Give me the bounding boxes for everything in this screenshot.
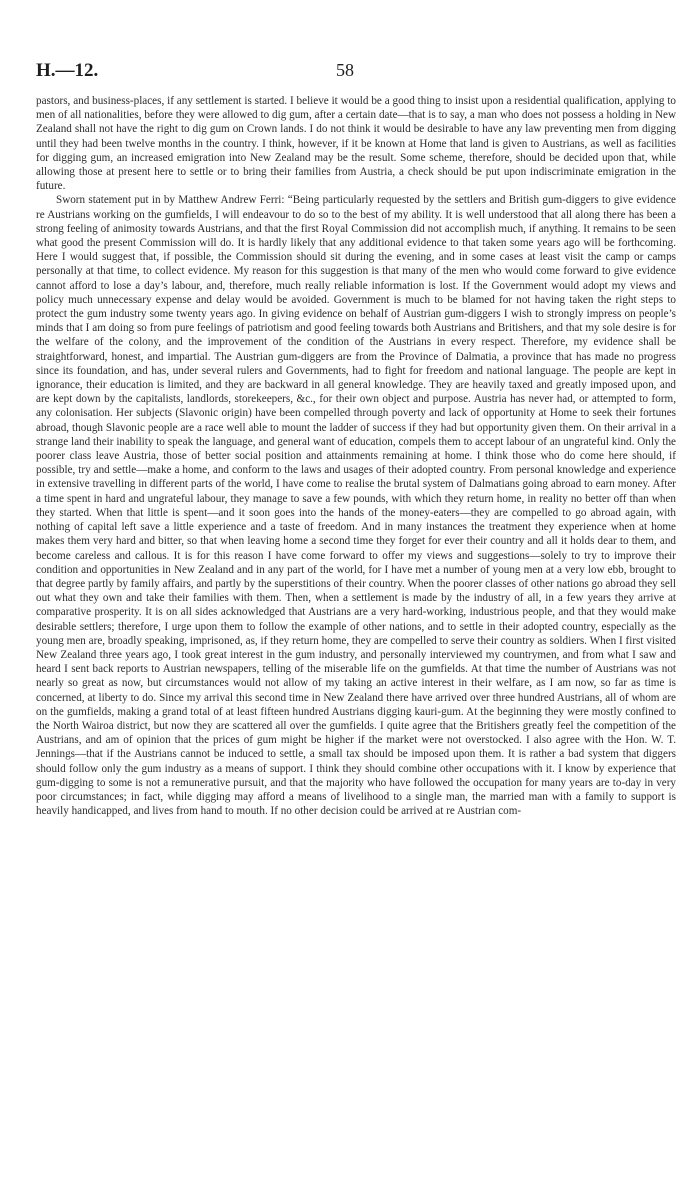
document-page (36, 0, 676, 1197)
paragraph-sworn-statement: Sworn statement put in by Matthew Andrew Ferri: “Being particularly requested by the settlers and British gum-diggers to give evidence re Austrians working on the gumfields, I will endeavour to do so to the best of my ability. It is well understood that all along there has been a strong feeling of animosity towards Austrians, and that the first Royal Commission did not accomplish much, if anything. It remains to be seen what good the present Commission will do. It is hardly likely that any additional evidence to that taken some years ago will be forthcoming. Here I would suggest that, if possible, the Commission should sit during the evening, and in some cases at least visit the camp or camps personally at that time, to collect evidence. My reason for this suggestion is that many of the men who would come forward to give evidence cannot afford to lose a day’s labour, and, therefore, much really reliable information is lost. If the Government would adopt my views and policy much unnecessary expense and delay would be avoided. Government is much to be blamed for not having taken the right steps to protect the gum industry some twenty years ago. In giving evidence on behalf of Austrian gum-diggers I wish to strongly impress on people’s minds that I am doing so from pure feelings of patriotism and good feeling towards both Austrians and Britishers, and that my sole desire is for the welfare of the colony, and the improvement of the condition of the Austrians in every respect. Therefore, my evidence shall be straightforward, honest, and impartial. The Austrian gum-diggers are from the Province of Dalmatia, a province that has made no progress since its foundation, and has, under several rulers and Governments, had to fight for freedom and national language. The people are kept in ignorance, their education is limited, and they are backward in all general knowledge. They are heavily taxed and greatly imposed upon, and are kept down by the capitalists, landlords, storekeepers, &c., for their own object and purpose. Austria has never had, or attempted to form, any colonisation. Her subjects (Slavonic origin) have been compelled through poverty and lack of opportunity at Home to seek their fortunes abroad, though Slavonic people are a race well able to mount the ladder of success if they had but opportunity given them. On their arrival in a strange land their inability to speak the language, and general want of education, compels them to accept labour of an ungrateful kind. Only the poorer class leave Austria, those of better social position and attainments remaining at home. I think those who do come here should, if possible, try and settle—make a home, and conform to the laws and usages of their adopted country. From personal knowledge and experience in extensive travelling in different parts of the world, I have come to realise the brutal system of Dalmatians going abroad to earn money. After a time spent in hard and ungrateful labour, they manage to save a few pounds, with which they return home, in reality no better off than when they started. When that little is spent—and it soon goes into the hands of the money-eaters—they are compelled to go abroad again, with nothing of capital left save a little experience and a taste of freedom. And in many instances the treatment they experience when at home makes them very hard and bitter, so that when leaving home a second time they forget for ever their country and all it holds dear to them, and become careless and callous. It is for this reason I have come forward to offer my views and suggestions—solely to try to improve their condition and opportunities in New Zealand and in any part of the world, for I have met a number of young men at a very low ebb, brought to that degree partly by family affairs, and partly by the superstitions of their country. When the poorer classes of other nations go abroad they sell out what they own and take their families with them. Then, when a settlement is made by the industry of all, in a few years they arrive at comparative prosperity. It is on all sides acknowledged that Austrians are a very hard-working, industrious people, and that they would make desirable settlers; therefore, I urge upon them to follow the example of other nations, and to settle in their adopted country, especially as the young men are, broadly speaking, imprisoned, as, if they return home, they are compelled to serve their country as soldiers. When I first visited New Zealand three years ago, I took great interest in the gum industry, and personally interviewed my countrymen, and from what I saw and heard I sent back reports to Austrian newspapers, telling of the miserable life on the gumfields. At that time the number of Austrians was not nearly so great as now, but circumstances would not allow of my taking an active interest in their welfare, as I am now, so far as time is concerned, at liberty to do. Since my arrival this second time in New Zealand there have arrived over three hundred Austrians, all of whom are on the gumfields, making a grand total of at least fifteen hundred Austrians digging kauri-gum. At the beginning they were mostly confined to the North Wairoa district, but now they are scattered all over the gumfields. I quite agree that the Britishers greatly feel the competition of the Austrians, and am of opinion that the prices of gum might be higher if the market were not overstocked. I also agree with the Hon. W. T. Jennings—that if the Austrians cannot be induced to settle, a small tax should be imposed upon them. It is rather a bad system that diggers should follow only the gum industry as a means of support. I think they should combine other occupations with it. I know by experience that gum-digging to some is not a remunerative pursuit, and that the majority who have followed the occupation for many years are to-day in very poor circumstances; in fact, while digging may afford a means of livelihood to a single man, the married man with a family to support is heavily handicapped, and lives from hand to mouth. If no other decision could be arrived at re Austrian com- (36, 194, 676, 818)
page-number: 58 (336, 60, 354, 80)
paragraph-continued: pastors, and business-places, if any settlement is started. I believe it would be a good thing to insist upon a residential qualification, applying to men of all nationalities, before they were allowed to dig gum, after a certain date—that is to say, a man who does not possess a holding in New Zealand shall not have the right to dig gum on Crown lands. I do not think it would be desirable to have any law preventing men from digging until they had been twelve months in the country. I think, however, if it be known at Home that land is given to Austrians, as well as facilities for digging gum, an increased emigration into New Zealand may be the result. Some scheme, therefore, should be decided upon that, while allowing those at present here to settle or to bring their families from Austria, a check should be put upon indiscriminate emigration in the future. (36, 95, 676, 193)
report-code: H.—12. (36, 60, 99, 81)
page-header (36, 60, 676, 82)
body-text (36, 94, 676, 818)
